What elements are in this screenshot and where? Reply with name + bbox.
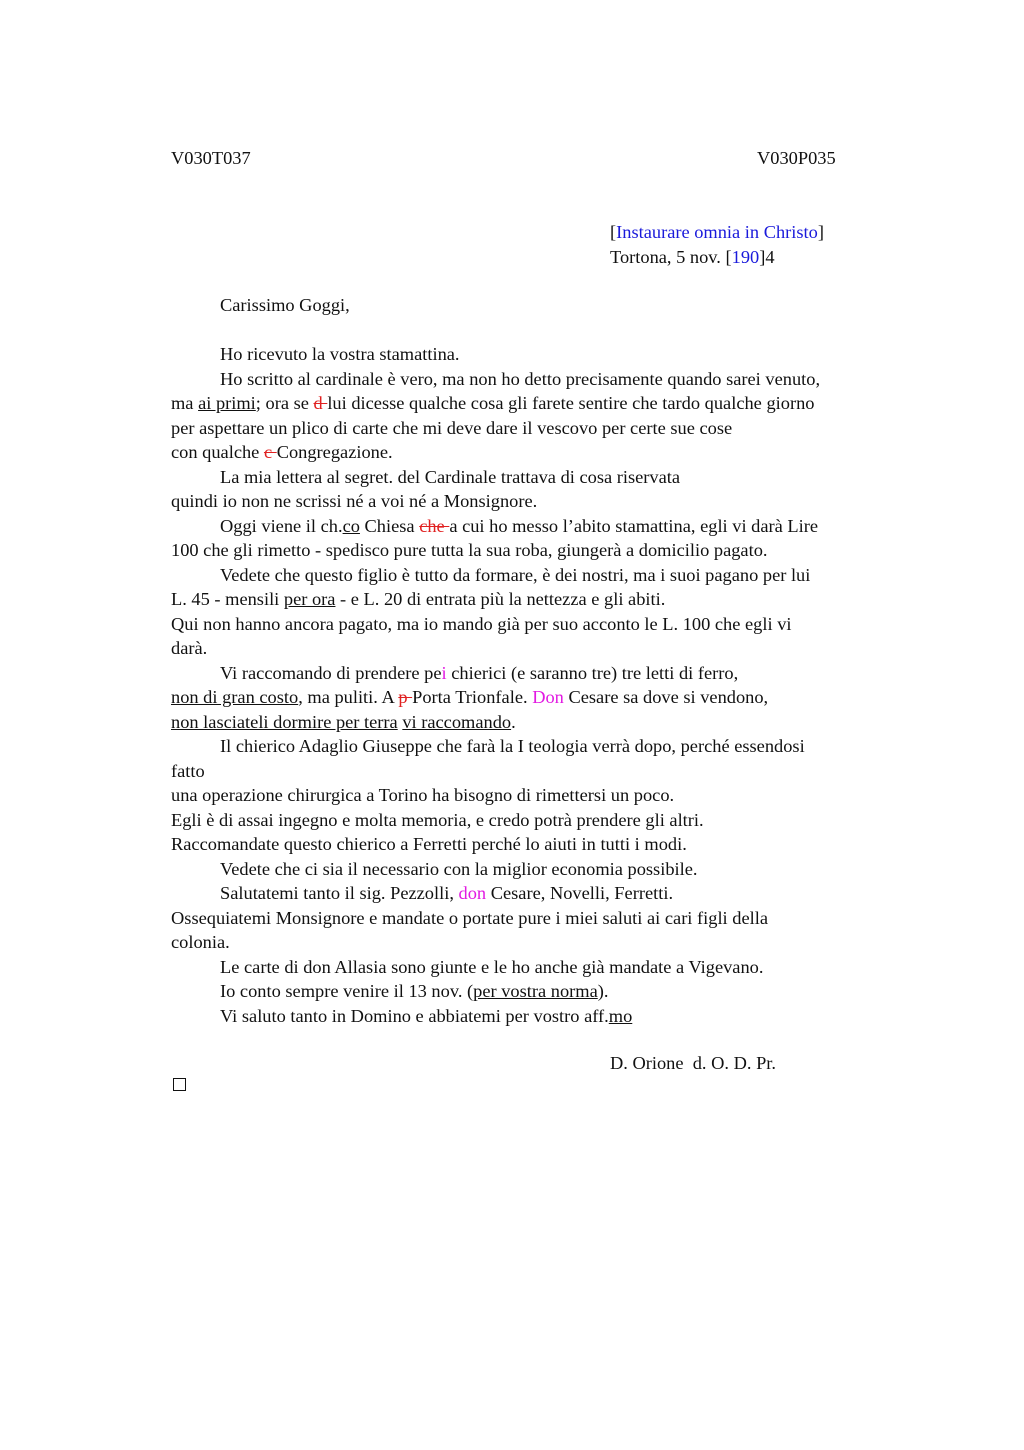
body-line [171, 440, 911, 465]
body-line: fatto [171, 760, 205, 781]
body-line: Qui non hanno ancora pagato, ma io mando già per suo acconto le L. 100 che egli vi [171, 613, 792, 634]
text-run: L. 45 - mensili [171, 589, 284, 609]
text-run: Vi saluto tanto in Domino e abbiatemi per vostro aff. [220, 1005, 609, 1026]
body-line: Le carte di don Allasia sono giunte e le ho anche già mandate a Vigevano. [220, 956, 764, 977]
deleted-text: c [263, 442, 277, 462]
text-run: , ma puliti. A [298, 687, 399, 707]
underlined-text: non di gran costo [171, 687, 299, 707]
text-run: . [511, 711, 516, 732]
underlined-text: co [342, 515, 360, 536]
deleted-text: d [313, 393, 328, 413]
underlined-text: per ora [283, 589, 336, 609]
deleted-text: p [398, 687, 413, 707]
body-line [171, 979, 911, 1004]
text-run: Congregazione. [276, 442, 393, 462]
body-line [171, 587, 911, 612]
text-run: chierici (e saranno tre) tre letti di ferro, [446, 662, 739, 683]
underlined-text: ai primi [198, 393, 256, 413]
motto-text: Instaurare omnia in Christo [616, 222, 818, 242]
editorial-insertion: Don [532, 687, 564, 707]
date-prefix: Tortona, 5 nov. [ [610, 246, 732, 267]
text-run: ma [171, 393, 199, 413]
text-run: ; ora se [255, 393, 314, 413]
text-run: Salutatemi tanto il sig. Pezzolli, [220, 883, 459, 903]
body-line [171, 881, 911, 906]
letter-heading [610, 220, 824, 269]
signature: D. Orione d. O. D. Pr. [610, 1053, 777, 1073]
letter-body [171, 293, 911, 1028]
text-run: a cui ho messo l’abito stamattina, egli vi darà Lire [449, 515, 819, 536]
text-run: con qualche [171, 442, 264, 462]
body-line: per aspettare un plico di carte che mi deve dare il vescovo per certe sue cose [171, 417, 733, 438]
date-line [610, 245, 824, 270]
body-line: quindi io non ne scrissi né a voi né a Monsignore. [171, 491, 538, 511]
body-line: colonia. [171, 932, 230, 952]
body-line: Vedete che ci sia il necessario con la miglior economia possibile. [220, 858, 698, 879]
underlined-text: per vostra norma [473, 981, 598, 1001]
date-suffix: ]4 [759, 246, 775, 267]
body-line: Vedete che questo figlio è tutto da formare, è dei nostri, ma i suoi pagano per lui [220, 564, 811, 585]
underlined-text: mo [608, 1005, 633, 1026]
end-marker-square-icon [173, 1078, 186, 1091]
motto-bracket-open: [ [610, 222, 617, 242]
text-run: Vi raccomando di prendere pe [220, 662, 442, 683]
body-line: Raccomandate questo chierico a Ferretti perché lo aiuti in tutti i modi. [171, 834, 687, 854]
editorial-insertion: i [441, 662, 447, 683]
body-line [171, 391, 911, 416]
underlined-text: vi raccomando [402, 711, 512, 732]
body-line: una operazione chirurgica a Torino ha bisogno di rimettersi un poco. [171, 785, 675, 805]
document-code-left: V030T037 [171, 148, 251, 168]
underlined-text: non lasciateli dormire per terra [171, 711, 398, 732]
body-line: Ho scritto al cardinale è vero, ma non ho detto precisamente quando sarei venuto, [220, 368, 821, 389]
text-run: Io conto sempre venire il 13 nov. ( [220, 981, 474, 1001]
body-line: Il chierico Adaglio Giuseppe che farà la I teologia verrà dopo, perché essendosi [220, 736, 805, 756]
text-run: Cesare sa dove si vendono, [563, 687, 769, 707]
document-code-right: V030P035 [757, 148, 836, 168]
text-run: Chiesa [359, 515, 420, 536]
salutation: Carissimo Goggi, [220, 295, 350, 315]
text-run: Cesare, Novelli, Ferretti. [486, 883, 674, 903]
text-run: lui dicesse qualche cosa gli farete sentire che tardo qualche giorno [327, 393, 815, 413]
body-line: Egli è di assai ingegno e molta memoria, e credo potrà prendere gli altri. [171, 809, 704, 830]
motto-line [610, 220, 824, 245]
text-run: Porta Trionfale. [412, 687, 533, 707]
body-line [171, 685, 911, 710]
body-line [171, 661, 911, 686]
body-line: Ossequiatemi Monsignore e mandate o portate pure i miei saluti ai cari figli della [171, 907, 769, 928]
text-run: ). [597, 981, 609, 1001]
body-line: darà. [171, 638, 208, 658]
motto-bracket-close: ] [817, 222, 824, 242]
body-line [171, 514, 911, 539]
text-run: Oggi viene il ch. [220, 515, 343, 536]
paragraph-gap [171, 318, 911, 343]
body-line: La mia lettera al segret. del Cardinale trattava di cosa riservata [220, 466, 681, 487]
date-year-editorial: 190 [731, 246, 760, 267]
text-run: - e L. 20 di entrata più la nettezza e gli abiti. [335, 589, 666, 609]
closing-line [171, 1004, 911, 1029]
editorial-insertion: don [458, 883, 487, 903]
body-line [171, 710, 911, 735]
deleted-text: che [419, 515, 450, 536]
body-line: Ho ricevuto la vostra stamattina. [220, 344, 460, 364]
body-line: 100 che gli rimetto - spedisco pure tutta la sua roba, giungerà a domicilio pagato. [171, 540, 768, 560]
